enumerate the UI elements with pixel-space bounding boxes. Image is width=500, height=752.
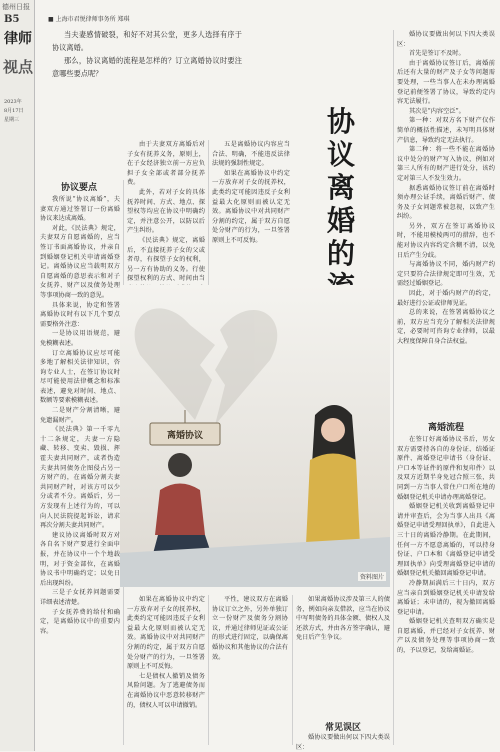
paragraph: 由于离婚协议签订后，离婚前后还有大量的财产及子女等问题需要处理，一些当事人在未办理离婚登记前便签署了协议，导致约定内容无法履行。 <box>397 59 495 106</box>
column-divider <box>208 595 209 745</box>
image-caption: 资料图片 <box>359 574 384 581</box>
column-label <box>48 14 130 23</box>
paragraph: 婚姻登记机关收到离婚登记申请并审查后，会为当事人出具《离婚登记申请受理回执单》，自此进入三十日的离婚冷静期。在此期间，任何一方不愿意离婚的，可以持身份证、户口本和《离婚登记申请受理回执单》向受理离婚登记申请的婚姻登记机关撤回离婚登记申请。 <box>397 503 495 578</box>
paragraph: 二是财产分割清晰，避免遗漏财产。 <box>40 407 120 424</box>
paragraph: 平性，建议双方在离婚协议订立之外，另外单独订立一份财产及债务分割协议，并通过律师见证或公证的形式进行固定，以确保离婚协议和其他协议的合法有效。 <box>212 596 288 661</box>
column-divider <box>292 595 293 745</box>
paragraph: 我所说“协议离婚”，夫妻双方通过签署订一份离婚协议来达成离婚。 <box>40 196 120 223</box>
section-name-2: 视点 <box>3 58 34 76</box>
paragraph: 如果在离婚协议中约定一方放弃对子女的抚养权，此类约定可能因违反子女利益最大化原则而被认定无效。离婚协议中对共同财产分割的约定，属于双方自愿处分财产的行为，一旦签署原则上不可反悔。 <box>127 596 205 671</box>
paragraph: 子女抚养费的给付和确定，是离婚协议中的重要内容。 <box>40 608 120 635</box>
body-column-5-lower <box>296 595 390 715</box>
paragraph: 婚姻登记机关查明双方确实是自愿离婚，并已经对子女抚养、财产以及债务处理等事项协商一致的，予以登记，发给离婚证。 <box>397 618 495 655</box>
paragraph: 具体来说，协定和签署离婚协议时有以下几个要点需要格外注意： <box>40 301 120 328</box>
body-column-right-lower <box>397 435 495 745</box>
paragraph: 第二种：将一些不能在离婚协议中处分的财产写入协议，例如对第三人所有的财产进行处分，该约定对第三人不发生效力。 <box>397 146 495 182</box>
section-heading: 离婚流程 <box>427 423 464 433</box>
column-divider <box>393 30 394 745</box>
sign-text: 离婚协议 <box>166 431 203 441</box>
weekday: 星期三 <box>4 117 20 123</box>
paragraph: 第一种：对双方名下财产仅作简单的概括性描述，未写明具体财产信息，导致约定无法执行。 <box>397 117 495 144</box>
intro-paragraph: 那么，协议离婚的流程是怎样的？订立离婚协议时要注意哪些要点呢？ <box>52 56 242 78</box>
square-bullet-icon: ■ <box>48 16 54 23</box>
paragraph: 另外，双方在签订离婚协议时，不能用模棱两可的措辞，也不能对协议内容约定含糊不清，以免日后产生分歧。 <box>397 222 495 259</box>
paragraph: 婚协议要做出何以下四大类误区： <box>397 31 495 48</box>
body-column-5-tail <box>296 733 390 751</box>
intro-paragraph: 当夫妻感情破裂，和好不对其公堂，更多人选择有序于协议离婚。 <box>52 30 242 52</box>
intro <box>52 28 242 88</box>
date: 8月17日 <box>4 108 24 114</box>
page-number: B5 <box>4 14 20 25</box>
paragraph: 对此，《民法典》规定，夫妻双方自愿离婚的，应当签订书面离婚协议，并亲自到婚姻登记机关申请离婚登记。离婚协议应当载明双方自愿离婚的意思表示和对子女抚养、财产以及债务处理等事项协商一致的意见。 <box>40 224 120 299</box>
section-heading: 常见误区 <box>324 723 361 733</box>
paragraph: 首先是签订不及时。 <box>409 50 465 58</box>
paragraph: 总的来说，在签署离婚协议之前，双方应当充分了解相关法律规定，必要时可咨询专业律师，以最大程度保障自身合法权益。 <box>397 309 495 345</box>
paragraph: 此外，若对子女的具体抚养时间、方式、地点、探望权等均应在协议中明确约定，并注意公开，以防以后产生纠纷。 <box>127 188 205 235</box>
column-label-text: 上海市君悦律师事务所 郑琪 <box>55 16 130 23</box>
body-column-3-lower <box>127 595 205 745</box>
paragraph: 婚协议要做出何以下四大类误区： <box>296 734 390 751</box>
paragraph: 七是债权人撤销及债务风险问题。为了逃避债务而在离婚协议中恶意转移财产的，债权人可以申请撤销。 <box>127 672 205 709</box>
illustration <box>120 285 390 587</box>
paragraph: 五是离婚协议内容应当合法、明确，不能违反法律法规的强制性规定。 <box>212 141 290 168</box>
paragraph: 一是协议用语规范，避免模糊表述。 <box>40 330 120 347</box>
paper-name: 德州日报 <box>2 3 30 11</box>
paragraph: 其次是“内容空泛”。 <box>409 107 465 115</box>
section-heading: 协议要点 <box>60 183 97 193</box>
paragraph: 由于夫妻双方离婚后对子女有抚养义务，原则上，在子女经济独立前一方应负担子女全部或者部分抚养费。 <box>127 141 205 187</box>
body-column-right <box>397 30 495 410</box>
body-column-4-lower <box>212 595 288 745</box>
year: 2023年 <box>4 99 22 105</box>
paragraph: 如果离婚协议涉及第三人的债务，例如向亲友借款，应当在协议中写明债务的具体金额、债权人及还款方式，并由各方签字确认，避免日后产生争议。 <box>296 596 390 642</box>
paragraph: 《民法典》规定，离婚后，不直接抚养子女的父或者母，有探望子女的权利，另一方有协助的义务。行使探望权利的方式、时间由当 <box>127 236 205 283</box>
paragraph: 订立离婚协议应尽可能多地了解相关法律知识，咨询专业人士，在签订协议时尽可能使用法律概念和标准表述，避免对时间、地点、数额等要素模糊表述。 <box>40 349 120 405</box>
body-column-1 <box>40 195 120 743</box>
paragraph: 《民法典》第一千零九十二条规定，夫妻一方隐藏、转移、变卖、毁损、挥霍夫妻共同财产，或者伪造夫妻共同债务企图侵占另一方财产的，在离婚分割夫妻共同财产时，对该方可以少分或者不分。离婚后，另一方发现有上述行为的，可以向人民法院提起诉讼，请求再次分割夫妻共同财产。 <box>40 426 120 530</box>
section-name-1: 律师 <box>4 31 32 47</box>
paragraph: 因此，对于婚内财产的约定，最好进行公证或律师见证。 <box>397 290 495 307</box>
paragraph: 冷静期届满后三十日内，双方应当亲自到婚姻登记机关申请发给离婚证；未申请的，视为撤回离婚登记申请。 <box>397 579 495 616</box>
paragraph: 建议协议离婚时双方对各自名下财产要进行全面申报，并在协议中一个个地载明，对于资金部位，在离婚协议书中明确约定；以免日后出现纠纷。 <box>40 531 120 587</box>
paragraph: 三是子女抚养问题需要详细表述清楚。 <box>40 589 120 606</box>
paragraph: 据悉离婚协议签订前在离婚时须办理公证手续，离婚后财产、债务及子女问题常被忽视，以致产生纠纷。 <box>397 184 495 221</box>
paragraph: 在签订好离婚协议书后，男女双方需要持各自的身份证、结婚证原件、离婚登记申请书（身份证、户口本等证件的原件和复印件）以及双方近期半身免冠合照三张，共同到一方当事人常住户口所在地的婚姻登记机关申请办理离婚登记。 <box>397 436 495 501</box>
paragraph: 与离婚协议不同，婚内财产约定只要符合法律规定即可生效，无需经过婚姻登记。 <box>397 261 495 288</box>
page-title: 协议离婚的 <box>326 105 355 270</box>
paragraph: 如果在离婚协议中约定一方放弃对子女的抚养权，此类约定可能因违反子女利益最大化原则而被认定无效。离婚协议中对共同财产分割的约定，属于双方自愿处分财产的行为，一旦签署原则上不可反悔。 <box>212 169 290 244</box>
